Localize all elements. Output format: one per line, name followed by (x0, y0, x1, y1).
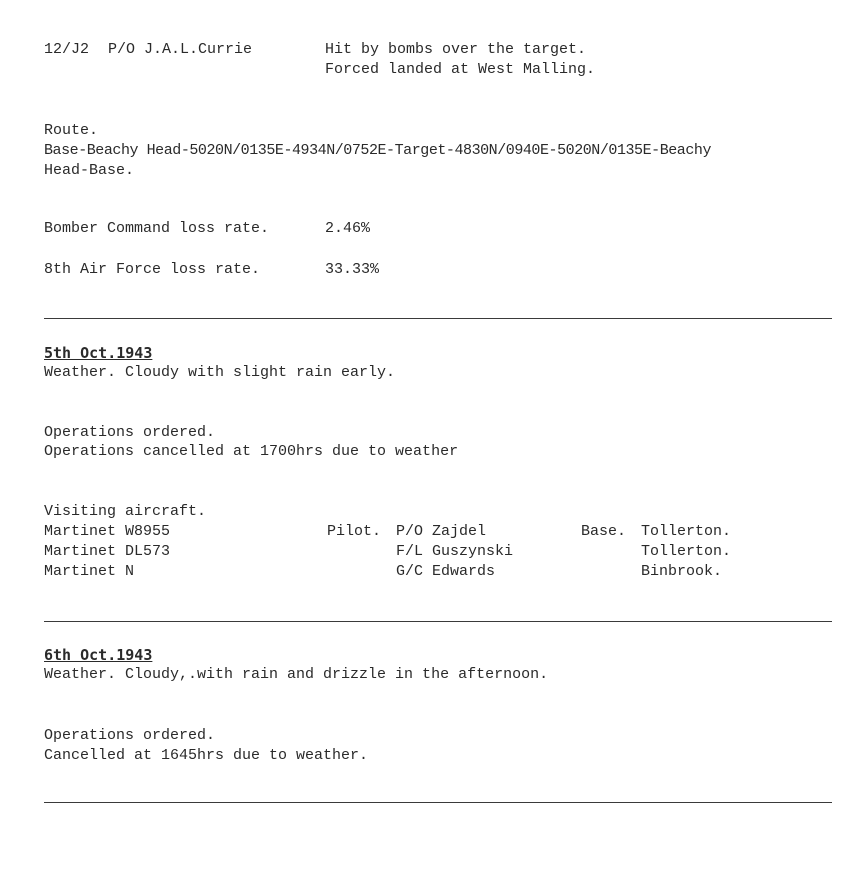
entry-note-line1: Hit by bombs over the target. (325, 41, 587, 58)
day2-ops-label: Operations ordered. (44, 727, 216, 744)
visiting-label: Visiting aircraft. (44, 503, 207, 520)
pilot-2: F/L Guszynski (396, 543, 514, 560)
route-label: Route. (44, 122, 99, 139)
entry-note-line2: Forced landed at West Malling. (325, 61, 596, 78)
day2-ops-detail: Cancelled at 1645hrs due to weather. (44, 747, 369, 764)
pilot-3: G/C Edwards (396, 563, 496, 580)
bomber-command-label: Bomber Command loss rate. (44, 220, 270, 237)
bomber-command-value: 2.46% (325, 220, 371, 237)
day1-weather: Weather. Cloudy with slight rain early. (44, 364, 396, 381)
entry-code: 12/J2 (44, 41, 90, 58)
day1-date: 5th Oct.1943 (44, 344, 153, 362)
eighth-af-value: 33.33% (325, 261, 380, 278)
base-1: Tollerton. (641, 523, 732, 540)
day2-weather: Weather. Cloudy,.with rain and drizzle in the afternoon. (44, 666, 549, 683)
route-line1: Base-Beachy Head-5020N/0135E-4934N/0752E-Target-4830N/0940E-5020N/0135E-Beachy (44, 142, 712, 159)
entry-crew: P/O J.A.L.Currie (108, 41, 253, 58)
day1-ops-label: Operations ordered. (44, 424, 216, 441)
divider-3 (44, 802, 832, 803)
pilot-label: Pilot. (327, 523, 382, 540)
aircraft-2: Martinet DL573 (44, 543, 171, 560)
eighth-af-label: 8th Air Force loss rate. (44, 261, 261, 278)
base-3: Binbrook. (641, 563, 723, 580)
aircraft-3: Martinet N (44, 563, 135, 580)
aircraft-1: Martinet W8955 (44, 523, 171, 540)
day1-ops-detail: Operations cancelled at 1700hrs due to weather (44, 443, 459, 460)
divider-2 (44, 621, 832, 622)
route-line2: Head-Base. (44, 162, 135, 179)
base-2: Tollerton. (641, 543, 732, 560)
base-label: Base. (581, 523, 627, 540)
pilot-1: P/O Zajdel (396, 523, 487, 540)
day2-date: 6th Oct.1943 (44, 646, 153, 664)
divider-1 (44, 318, 832, 319)
